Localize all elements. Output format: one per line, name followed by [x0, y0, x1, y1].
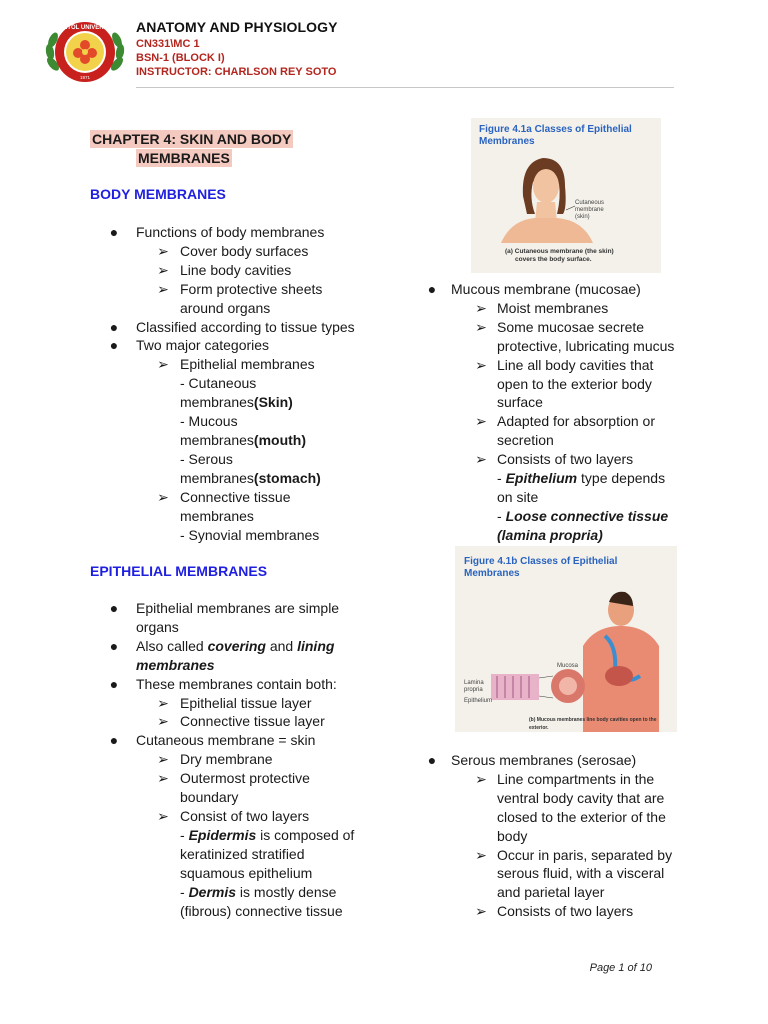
- list-item-continued: - Cutaneous: [180, 375, 257, 392]
- chapter-heading-line1: CHAPTER 4: SKIN AND BODY: [92, 131, 292, 147]
- list-item: Also called covering and lining: [136, 637, 335, 654]
- figure-caption: (b) Mucous membranes line body cavities open to the exterior.: [529, 717, 657, 731]
- list-item: Epithelial membranes: [180, 356, 315, 373]
- list-item-continued: secretion: [497, 432, 554, 449]
- figure-label-cutaneous: Cutaneous membrane (skin): [575, 200, 605, 220]
- list-item: Serous membranes (serosae): [451, 752, 637, 768]
- list-item: Outermost protective: [180, 770, 310, 787]
- mucous-membrane-list: ● Mucous membrane (mucosae) ➢ Moist membranes ➢ Some mucosae secrete protective, lubricating mucus ➢ Line all body cavities that open to the exterior body surface ➢ Adapted for absorption or secretion ➢ Consists of two layers - Epithelium type depends on site - Loose connective tissue (lamina propria): [408, 280, 738, 545]
- list-item-continued: - Epithelium type depends: [497, 470, 666, 487]
- figure-label-lamina-propria: Lamina propria: [464, 680, 484, 693]
- figure-title: Figure 4.1b Classes of Epithelial Membranes: [464, 556, 618, 579]
- list-item: Consists of two layers: [497, 451, 634, 468]
- list-item: Connective tissue layer: [180, 713, 325, 730]
- figure-label-epithelium: Epithelium: [464, 698, 493, 704]
- list-item: Adapted for absorption or: [497, 413, 655, 430]
- list-item-continued: - Epidermis is composed of: [180, 826, 355, 843]
- list-item: Line body cavities: [180, 261, 292, 278]
- list-item: Functions of body membranes: [136, 224, 325, 240]
- section-heading-body-membranes: BODY MEMBRANES: [90, 186, 226, 202]
- list-item-continued: around organs: [180, 299, 271, 316]
- figure-title: Figure 4.1a Classes of Epithelial Membranes: [479, 124, 632, 147]
- university-seal-logo: [44, 20, 126, 84]
- svg-text:CAPITOL UNIVERSITY: CAPITOL UNIVERSITY: [53, 25, 117, 31]
- list-item-continued: ventral body cavity that are: [497, 789, 665, 806]
- epithelial-membranes-list: ● Epithelial membranes are simple organs ● Also called covering and lining membranes ● These membranes contain both: ➢ Epithelial tissue layer ➢ Connective tissue layer ● Cutaneous membrane = skin ➢ Dry membrane ➢ Outermost protective boundary ➢ Consist of two layers - Epidermis is composed of keratinized stratified squamous epithelium - Dermis is mostly dense (fibrous) connective tissue: [90, 599, 410, 920]
- list-item: Connective tissue: [180, 488, 291, 505]
- list-item: Classified according to tissue types: [136, 318, 355, 335]
- serous-membrane-list: ● Serous membranes (serosae) ➢ Line compartments in the ventral body cavity that are closed to the exterior of the body ➢ Occur in paris, separated by serous fluid, with a visceral and parietal layer ➢ Consists of two layers: [408, 751, 738, 921]
- class-section: BSN-1 (BLOCK I): [136, 52, 225, 64]
- list-item: Some mucosae secrete: [497, 318, 645, 335]
- list-item-continued: organs: [136, 618, 179, 635]
- list-item: Epithelial tissue layer: [180, 694, 312, 711]
- list-item-continued: on site: [497, 488, 539, 505]
- list-item-continued: membranes(stomach): [180, 469, 321, 486]
- figure-cutaneous-membrane: [471, 118, 661, 273]
- list-item-continued: (fibrous) connective tissue: [180, 902, 343, 919]
- list-item-continued: boundary: [180, 789, 239, 806]
- body-membranes-list: ● Functions of body membranes ➢ Cover body surfaces ➢ Line body cavities ➢ Form protective sheets around organs ● Classified according to tissue types ● Two major categories ➢ Epithelial membranes - Cutaneous membranes(Skin) - Mucous membranes(mouth) - Serous membranes(stomach) ➢ Connective tissue membranes - Synovial membranes: [90, 223, 410, 544]
- list-item: Cutaneous membrane = skin: [136, 732, 316, 749]
- list-item: Form protective sheets: [180, 280, 323, 297]
- list-item-continued: - Dermis is mostly dense: [180, 883, 337, 900]
- list-item: Cover body surfaces: [180, 242, 309, 259]
- list-item-continued: - Loose connective tissue: [497, 507, 669, 524]
- list-item-continued: keratinized stratified: [180, 845, 305, 862]
- list-item-continued: membranes: [180, 507, 254, 524]
- list-item-continued: (lamina propria): [497, 526, 603, 543]
- figure-label-mucosa: Mucosa: [557, 663, 579, 669]
- list-item-continued: - Synovial membranes: [180, 526, 320, 543]
- list-item: Mucous membrane (mucosae): [451, 281, 641, 297]
- list-item-continued: membranes(mouth): [180, 431, 307, 448]
- list-item-continued: - Serous: [180, 450, 233, 467]
- list-item-continued: closed to the exterior of the: [497, 808, 666, 825]
- list-item-continued: open to the exterior body: [497, 375, 652, 392]
- header-divider: [136, 87, 674, 88]
- list-item: Dry membrane: [180, 751, 273, 768]
- list-item: Line compartments in the: [497, 770, 655, 787]
- list-item-continued: body: [497, 827, 528, 844]
- list-item: These membranes contain both:: [136, 675, 337, 692]
- course-title: ANATOMY AND PHYSIOLOGY: [136, 19, 338, 35]
- chapter-heading: [90, 130, 293, 168]
- section-heading-epithelial-membranes: EPITHELIAL MEMBRANES: [90, 563, 268, 579]
- list-item: Line all body cavities that: [497, 356, 654, 373]
- list-item: Epithelial membranes are simple: [136, 600, 340, 616]
- chapter-heading-line2: MEMBRANES: [138, 150, 230, 166]
- list-item: Consist of two layers: [180, 807, 310, 824]
- list-item-continued: surface: [497, 394, 543, 411]
- list-item-continued: membranes(Skin): [180, 394, 293, 411]
- figure-caption: (a) Cutaneous membrane (the skin) covers the body surface.: [505, 248, 614, 263]
- svg-text:1971: 1971: [79, 75, 91, 80]
- list-item: Occur in paris, separated by: [497, 846, 673, 863]
- figure-mucous-membrane: [455, 546, 677, 732]
- course-code: CN331\MC 1: [136, 38, 200, 50]
- list-item: Consists of two layers: [497, 903, 634, 920]
- list-item-continued: serous fluid, with a visceral: [497, 865, 665, 882]
- list-item: Moist membranes: [497, 299, 609, 316]
- list-item-continued: and parietal layer: [497, 884, 605, 901]
- instructor-name: INSTRUCTOR: CHARLSON REY SOTO: [136, 66, 337, 78]
- list-item-continued: squamous epithelium: [180, 864, 313, 881]
- page-number: Page 1 of 10: [589, 962, 652, 974]
- list-item-continued: membranes: [136, 656, 215, 673]
- list-item: Two major categories: [136, 337, 270, 354]
- list-item-continued: - Mucous: [180, 413, 238, 430]
- list-item-continued: protective, lubricating mucus: [497, 337, 675, 354]
